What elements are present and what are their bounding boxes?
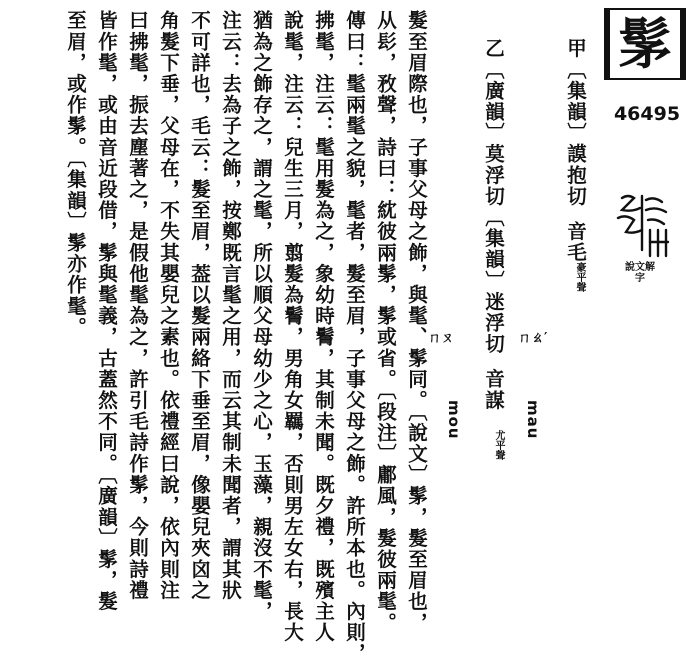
reading-b-source1: 〔廣韻〕莫浮切 [482, 59, 505, 207]
body-column: 不可詳也，毛云：髮至眉，葢以髮兩絡下垂至眉，像嬰兒夾囟之 [188, 10, 211, 601]
reading-a-tone-note: 豪平聲 [574, 262, 585, 292]
reading-b-phonetic: ㄇㄡ [428, 331, 455, 346]
body-column: 皆作髦，或由音近段借，髳與髦義，古蓋然不同。〔廣韻〕髳，髮 [95, 10, 118, 613]
reading-a-label: 甲 [564, 38, 587, 60]
body-column: 傳曰：髦兩髦之貌，髦者，髮至眉，子事父母之飾。許所本也。內則， [343, 10, 366, 664]
reading-b-romanization: mou [445, 400, 463, 440]
body-column: 从髟，敄聲，詩曰：紞彼兩髳，髳或省。〔段注〕鄘風，髮彼兩髦。 [374, 10, 397, 634]
reading-a-sound: 音毛 [564, 220, 587, 264]
reading-a-romanization: mau [524, 400, 542, 440]
reading-b-source2: 〔集韻〕迷浮切 [482, 206, 505, 355]
body-column: 角髮下垂，父母在，不失其嬰兒之素也。依禮經曰說，依內則注 [157, 10, 180, 601]
body-column: 髮至眉際也，子事父母之飾，與髦、髳同。〔說文〕髳，髮至眉也， [405, 10, 428, 634]
reading-b-tone-note: 尤平聲 [493, 430, 504, 460]
seal-caption: 說文解字 [625, 262, 655, 284]
body-column: 說髦，注云：兒生三月，翦髮為鬌，男角女羈，否則男左女右，長大 [281, 10, 304, 643]
reading-a-source: 〔集韻〕 [564, 59, 587, 144]
reading-a-fanqie: 謨抱切 [564, 143, 587, 207]
body-column: 拂髦，注云：髦用髮為之，象幼時鬌，其制未聞。既夕禮，既殯主人 [312, 10, 335, 643]
reading-b-sound: 音謀 [482, 368, 505, 411]
reading-a-column [562, 38, 588, 263]
reading-b-column [480, 38, 506, 411]
reading-a-phonetic: ㄇㄠ′ [518, 331, 548, 346]
body-column: 至眉，或作髳。〔集韻〕髳亦作髦。 [64, 10, 87, 338]
headword-char: 髳 [618, 12, 672, 76]
body-column: 注云：去為子之飾，按鄭既言髦之用，而云其制未聞者，謂其狀 [219, 10, 242, 601]
headword-box [604, 8, 686, 80]
reading-b-label: 乙 [482, 38, 505, 60]
body-column: 曰拂髦，振去塵著之，是假他髦為之，許引毛詩作髳，今則詩禮 [126, 10, 149, 601]
body-column: 猶為之飾存之，謂之髦，所以順父母幼少之心，玉藻，親沒不髦， [250, 10, 273, 622]
headword-number: 46495 [613, 103, 681, 125]
